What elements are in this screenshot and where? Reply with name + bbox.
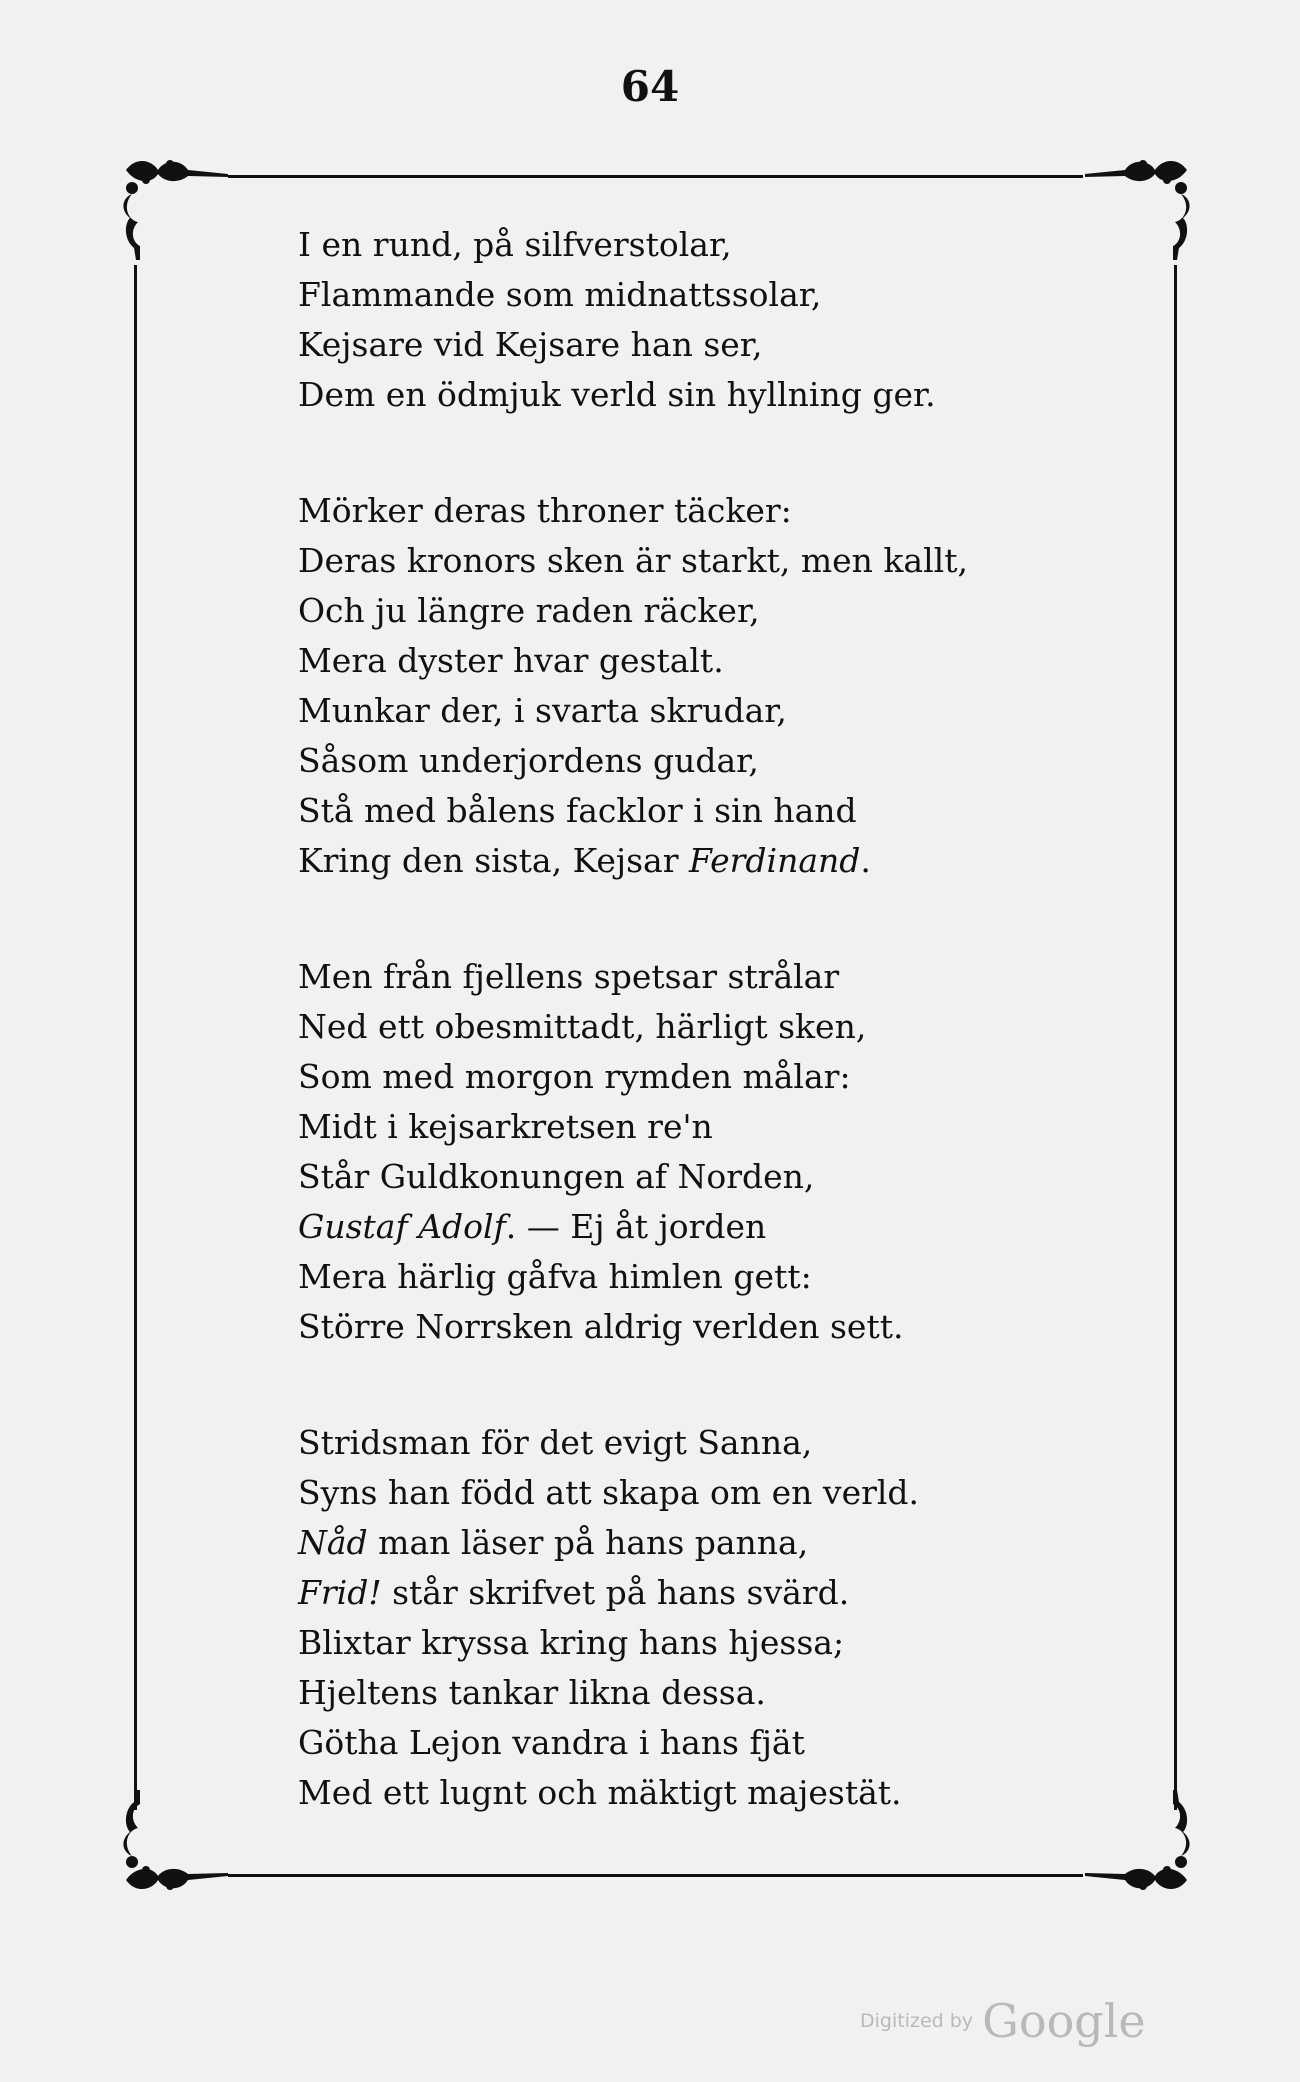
line-text: Blixtar kryssa kring hans hjessa; (298, 1623, 845, 1662)
poem-line (298, 1102, 1098, 1152)
poem-line (298, 1618, 1098, 1668)
poem-line (298, 586, 1098, 636)
poem-line (298, 1052, 1098, 1102)
floral-corner-icon (1085, 150, 1195, 260)
poem-line (298, 1718, 1098, 1768)
line-text: Mera dyster hvar gestalt. (298, 641, 724, 680)
poem-line (298, 1002, 1098, 1052)
poem-line (298, 1418, 1098, 1468)
line-text: Som med morgon rymden målar: (298, 1057, 851, 1096)
line-text: Dem en ödmjuk verld sin hyllning ger. (298, 375, 936, 414)
line-text: Större Norrsken aldrig verlden sett. (298, 1307, 904, 1346)
digitized-by-watermark (860, 1994, 1146, 2048)
poem-line (298, 836, 1098, 886)
line-text: står skrifvet på hans svärd. (381, 1573, 850, 1612)
line-text: . — Ej åt jorden (505, 1207, 767, 1246)
line-text: Står Guldkonungen af Norden, (298, 1157, 815, 1196)
poem-line (298, 1468, 1098, 1518)
line-text: man läser på hans panna, (367, 1523, 809, 1562)
floral-corner-icon (1085, 1790, 1195, 1900)
line-text: Syns han född att skapa om en verld. (298, 1473, 920, 1512)
poem-line (298, 486, 1098, 536)
line-text: Kring den sista, Kejsar (298, 841, 689, 880)
poem-line (298, 220, 1098, 270)
poem-line (298, 536, 1098, 586)
page-number: 64 (620, 62, 680, 111)
poem-line (298, 1568, 1098, 1618)
line-text: I en rund, på silfverstolar, (298, 225, 732, 264)
poem-stanza (298, 486, 1098, 886)
line-text: Ned ett obesmittadt, härligt sken, (298, 1007, 867, 1046)
italic-text: Nåd (298, 1523, 368, 1562)
line-text: Mörker deras throner täcker: (298, 491, 792, 530)
poem-line (298, 1518, 1098, 1568)
poem-line (298, 736, 1098, 786)
left-border-rule (134, 265, 137, 1810)
line-text: Hjeltens tankar likna dessa. (298, 1673, 766, 1712)
floral-corner-icon (118, 150, 228, 260)
italic-text: Frid! (298, 1573, 382, 1612)
line-text: Munkar der, i svarta skrudar, (298, 691, 787, 730)
line-text: Deras kronors sken är starkt, men kallt, (298, 541, 968, 580)
line-text: Stridsman för det evigt Sanna, (298, 1423, 813, 1462)
watermark-brand: Google (982, 1994, 1146, 2048)
poem-line (298, 1152, 1098, 1202)
poem-line (298, 1668, 1098, 1718)
poem-line (298, 1202, 1098, 1252)
line-text: Flammande som midnattssolar, (298, 275, 822, 314)
poem-stanza (298, 220, 1098, 420)
poem-line (298, 270, 1098, 320)
line-text: Mera härlig gåfva himlen gett: (298, 1257, 812, 1296)
line-text: Stå med bålens facklor i sin hand (298, 791, 857, 830)
poem-line (298, 1768, 1098, 1818)
poem-line (298, 786, 1098, 836)
poem-line (298, 952, 1098, 1002)
poem-line (298, 636, 1098, 686)
line-text: Götha Lejon vandra i hans fjät (298, 1723, 805, 1762)
line-text: Midt i kejsarkretsen re'n (298, 1107, 713, 1146)
poem-stanza (298, 952, 1098, 1352)
line-text: Såsom underjordens gudar, (298, 741, 759, 780)
poem-stanza (298, 1418, 1098, 1818)
line-text: Kejsare vid Kejsare han ser, (298, 325, 763, 364)
italic-text: Ferdinand (689, 841, 861, 880)
italic-text: Gustaf Adolf (298, 1207, 506, 1246)
line-text: Men från fjellens spetsar strålar (298, 957, 840, 996)
poem-line (298, 370, 1098, 420)
poem-line (298, 320, 1098, 370)
poem-line (298, 686, 1098, 736)
line-text: Med ett lugnt och mäktigt majestät. (298, 1773, 902, 1812)
right-border-rule (1174, 265, 1177, 1810)
line-text: Och ju längre raden räcker, (298, 591, 760, 630)
poem-line (298, 1252, 1098, 1302)
top-border-rule (228, 175, 1083, 178)
poem-body (298, 220, 1098, 1884)
floral-corner-icon (118, 1790, 228, 1900)
watermark-prefix: Digitized by (860, 2010, 974, 2032)
line-text: . (860, 841, 871, 880)
poem-line (298, 1302, 1098, 1352)
